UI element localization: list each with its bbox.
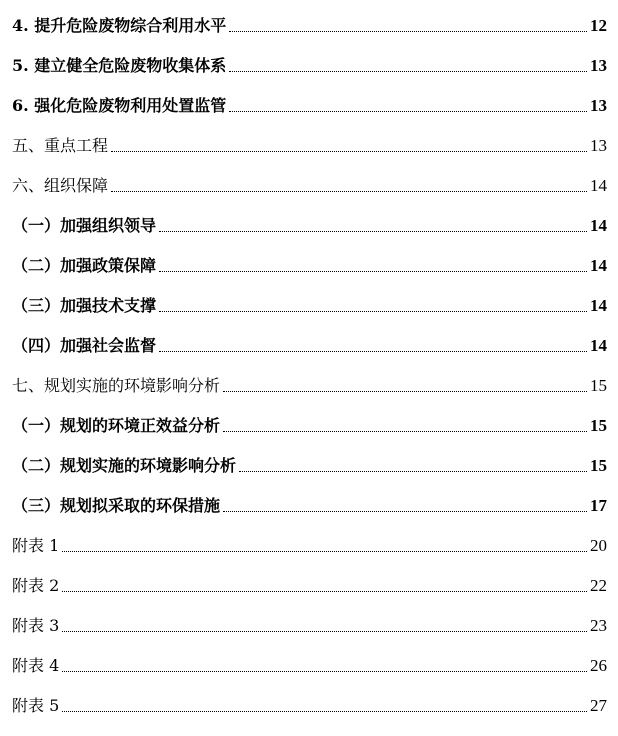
toc-entry-title: （四）加强社会监督 — [12, 336, 157, 355]
toc-entry[interactable] — [12, 688, 607, 716]
toc-entry-page: 14 — [590, 336, 607, 355]
toc-entry-title: 五、重点工程 — [12, 136, 109, 155]
dot-leader — [159, 231, 587, 232]
dot-leader — [62, 631, 587, 632]
toc-entry-title: （一）规划的环境正效益分析 — [12, 416, 221, 435]
dot-leader — [159, 351, 587, 352]
toc-entry[interactable] — [12, 448, 607, 476]
toc-entry-page: 15 — [590, 416, 607, 435]
toc-entry-title: 附表 4 — [12, 656, 60, 675]
toc-entry[interactable] — [12, 168, 607, 196]
toc-entry[interactable] — [12, 648, 607, 676]
dot-leader — [62, 551, 587, 552]
dot-leader — [159, 271, 587, 272]
toc-entry-page: 14 — [590, 256, 607, 275]
toc-entry-title: 5. 建立健全危险废物收集体系 — [12, 56, 227, 75]
toc-entry-page: 12 — [590, 16, 607, 35]
toc-entry-page: 14 — [590, 296, 607, 315]
toc-entry-page: 17 — [590, 496, 607, 515]
dot-leader — [229, 111, 587, 112]
toc-entry-page: 22 — [590, 576, 607, 595]
toc-entry[interactable] — [12, 88, 607, 116]
toc-entry-page: 13 — [590, 96, 607, 115]
toc-entry-title: （三）加强技术支撑 — [12, 296, 157, 315]
toc-entry[interactable] — [12, 208, 607, 236]
toc-entry-page: 27 — [590, 696, 607, 715]
dot-leader — [239, 471, 587, 472]
toc-entry-title: 6. 强化危险废物利用处置监管 — [12, 96, 227, 115]
toc-entry-title: 附表 1 — [12, 536, 60, 555]
dot-leader — [62, 591, 587, 592]
dot-leader — [159, 311, 587, 312]
toc-entry-title: 附表 2 — [12, 576, 60, 595]
toc-entry-page: 14 — [590, 176, 607, 195]
toc-entry[interactable] — [12, 128, 607, 156]
toc-entry-page: 15 — [590, 376, 607, 395]
toc-entry[interactable] — [12, 48, 607, 76]
toc-entry-page: 14 — [590, 216, 607, 235]
dot-leader — [223, 391, 587, 392]
toc-entry[interactable] — [12, 328, 607, 356]
toc-entry[interactable] — [12, 408, 607, 436]
toc-entry[interactable] — [12, 568, 607, 596]
toc-entry-title: 附表 3 — [12, 616, 60, 635]
toc-entry-title: （一）加强组织领导 — [12, 216, 157, 235]
toc-entry[interactable] — [12, 528, 607, 556]
dot-leader — [223, 511, 587, 512]
dot-leader — [62, 671, 587, 672]
toc-entry-title: （三）规划拟采取的环保措施 — [12, 496, 221, 515]
toc-entry-title: 4. 提升危险废物综合利用水平 — [12, 16, 227, 35]
toc-entry-page: 15 — [590, 456, 607, 475]
toc-entry-title: （二）规划实施的环境影响分析 — [12, 456, 237, 475]
toc-entry-title: 七、规划实施的环境影响分析 — [12, 376, 221, 395]
toc-entry-page: 13 — [590, 136, 607, 155]
toc-entry-page: 13 — [590, 56, 607, 75]
toc-entry-title: 附表 5 — [12, 696, 60, 715]
toc-entry[interactable] — [12, 608, 607, 636]
toc-entry-page: 20 — [590, 536, 607, 555]
toc-entry-page: 23 — [590, 616, 607, 635]
toc-entry[interactable] — [12, 248, 607, 276]
toc-entry[interactable] — [12, 488, 607, 516]
toc-entry[interactable] — [12, 8, 607, 36]
dot-leader — [223, 431, 587, 432]
toc-entry-page: 26 — [590, 656, 607, 675]
toc-entry-title: （二）加强政策保障 — [12, 256, 157, 275]
dot-leader — [229, 31, 587, 32]
dot-leader — [111, 191, 587, 192]
dot-leader — [111, 151, 587, 152]
toc-entry[interactable] — [12, 368, 607, 396]
toc-entry[interactable] — [12, 288, 607, 316]
dot-leader — [62, 711, 587, 712]
dot-leader — [229, 71, 587, 72]
toc-entry-title: 六、组织保障 — [12, 176, 109, 195]
